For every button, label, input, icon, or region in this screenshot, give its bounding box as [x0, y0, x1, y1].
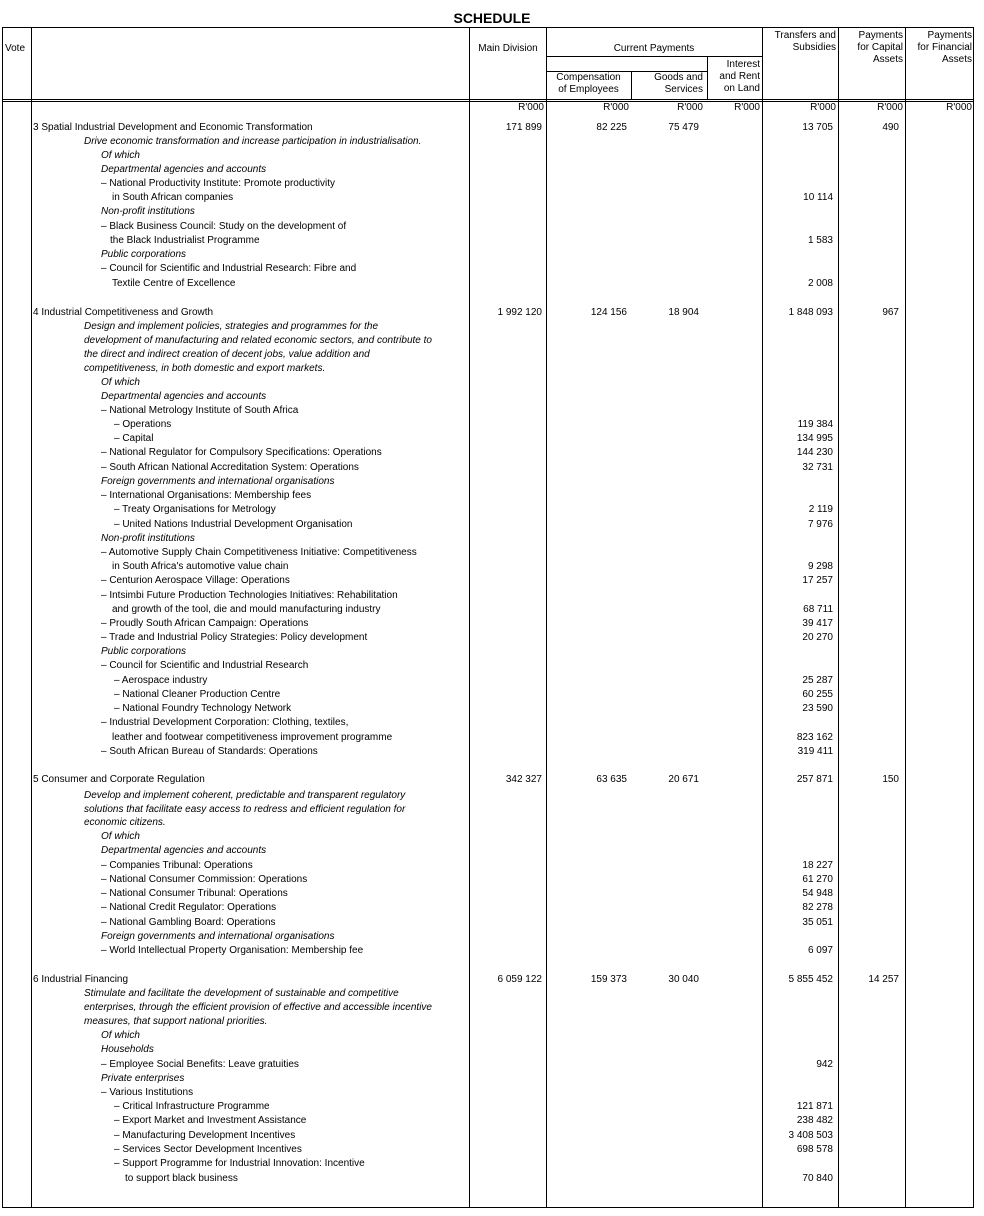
row-description: Non-profit institutions [101, 206, 195, 217]
row-description: Of which [101, 1030, 140, 1041]
cell-trans: 54 948 [802, 888, 833, 899]
unit-goods: R'000 [677, 102, 703, 113]
cell-trans: 238 482 [796, 1115, 833, 1126]
cell-trans: 2 008 [807, 278, 833, 289]
row-description: – Companies Tribunal: Operations [101, 860, 253, 871]
cell-trans: 134 995 [796, 433, 833, 444]
unit-interest: R'000 [734, 102, 760, 113]
cell-trans: 39 417 [802, 618, 833, 629]
row-description: – Employee Social Benefits: Leave gratuities [101, 1059, 299, 1070]
cell-trans: 6 097 [807, 945, 833, 956]
row-description: – National Consumer Commission: Operations [101, 874, 308, 885]
cell-trans: 5 855 452 [788, 974, 833, 985]
header-goods-line1: Goods and [654, 72, 703, 83]
row-description: Public corporations [101, 646, 187, 657]
row-description: Departmental agencies and accounts [101, 845, 267, 856]
cell-main: 342 327 [505, 774, 542, 785]
table-row [0, 659, 984, 673]
cell-trans: 121 871 [796, 1101, 833, 1112]
table-row [0, 390, 984, 404]
table-row [0, 262, 984, 276]
header-goods-line2: Services [664, 84, 703, 95]
row-description: – United Nations Industrial Development Organisation [114, 519, 353, 530]
row-description: – South African Bureau of Standards: Operations [101, 746, 318, 757]
cell-trans: 25 287 [802, 675, 833, 686]
table-row [0, 716, 984, 730]
row-description: Drive economic transformation and increase participation in industrialisation. [84, 136, 422, 147]
table-row [0, 873, 984, 887]
table-row [0, 163, 984, 177]
cell-trans: 35 051 [802, 917, 833, 928]
unit-main: R'000 [518, 102, 544, 113]
row-description: Non-profit institutions [101, 533, 195, 544]
cell-trans: 20 270 [802, 632, 833, 643]
cell-trans: 1 848 093 [788, 307, 833, 318]
row-description: economic citizens. [84, 817, 166, 828]
row-description: measures, that support national priorities. [84, 1016, 268, 1027]
table-row [0, 603, 984, 617]
header-financial-line3: Assets [941, 54, 972, 65]
table-row [0, 1100, 984, 1114]
table-row [0, 1129, 984, 1143]
cell-cap: 150 [882, 774, 899, 785]
cell-goods: 18 904 [668, 307, 699, 318]
cell-comp: 159 373 [590, 974, 627, 985]
table-row [0, 789, 984, 803]
table-row [0, 518, 984, 532]
header-transfers [762, 30, 836, 54]
cell-trans: 319 411 [797, 746, 833, 757]
page-title: SCHEDULE [453, 10, 531, 26]
row-description: and growth of the tool, die and mould manufacturing industry [112, 604, 381, 615]
row-description: – National Regulator for Compulsory Specifications: Operations [101, 447, 382, 458]
table-row [0, 674, 984, 688]
cell-trans: 2 119 [808, 504, 833, 515]
row-description: – Treaty Organisations for Metrology [114, 504, 276, 515]
table-row [0, 348, 984, 362]
row-description: – Operations [114, 419, 172, 430]
table-row [0, 1015, 984, 1029]
row-description: competitiveness, in both domestic and export markets. [84, 363, 326, 374]
table-row [0, 702, 984, 716]
header-interest-line3: on Land [723, 83, 760, 94]
table-row [0, 376, 984, 390]
cell-goods: 20 671 [668, 774, 699, 785]
unit-capital: R'000 [877, 102, 903, 113]
unit-transfers: R'000 [810, 102, 836, 113]
cell-main: 1 992 120 [497, 307, 542, 318]
table-row [0, 987, 984, 1001]
row-description: – Various Institutions [101, 1087, 194, 1098]
table-row [0, 306, 984, 320]
table-row [0, 461, 984, 475]
table-row [0, 205, 984, 219]
row-description: – Automotive Supply Chain Competitiveness Initiative: Competitiveness [101, 547, 417, 558]
row-description: – National Consumer Tribunal: Operations [101, 888, 288, 899]
header-compensation-line2: of Employees [558, 84, 619, 95]
row-description: – Critical Infrastructure Programme [114, 1101, 270, 1112]
cell-goods: 30 040 [668, 974, 699, 985]
table-row [0, 1058, 984, 1072]
cell-trans: 18 227 [802, 860, 833, 871]
table-row [0, 859, 984, 873]
row-description: – South African National Accreditation System: Operations [101, 462, 359, 473]
row-description: – Black Business Council: Study on the development of [101, 221, 347, 232]
row-description: – Intsimbi Future Production Technologies Initiatives: Rehabilitation [101, 590, 398, 601]
row-description: – Industrial Development Corporation: Clothing, textiles, [101, 717, 349, 728]
table-row [0, 745, 984, 759]
cell-trans: 698 578 [796, 1144, 833, 1155]
cell-trans: 61 270 [802, 874, 833, 885]
header-vote: Vote [5, 43, 26, 54]
table-row [0, 930, 984, 944]
cell-cap: 14 257 [868, 974, 899, 985]
header-compensation [546, 72, 631, 96]
row-description: Private enterprises [101, 1073, 185, 1084]
table-row [0, 1114, 984, 1128]
table-row [0, 362, 984, 376]
cell-comp: 82 225 [596, 122, 627, 133]
row-description: Departmental agencies and accounts [101, 391, 267, 402]
row-description: – National Gambling Board: Operations [101, 917, 276, 928]
row-description: – Support Programme for Industrial Innovation: Incentive [114, 1158, 365, 1169]
table-row [0, 973, 984, 987]
table-row [0, 574, 984, 588]
header-main-division: Main Division [478, 43, 538, 54]
row-description: Departmental agencies and accounts [101, 164, 267, 175]
cell-trans: 23 590 [802, 703, 833, 714]
table-row [0, 404, 984, 418]
cell-trans: 32 731 [802, 462, 833, 473]
cell-trans: 9 298 [807, 561, 833, 572]
row-description: – Council for Scientific and Industrial Research [101, 660, 309, 671]
cell-trans: 942 [816, 1059, 833, 1070]
header-goods [631, 72, 703, 96]
row-description: – National Foundry Technology Network [114, 703, 292, 714]
row-description: in South Africa's automotive value chain [112, 561, 289, 572]
row-description: Public corporations [101, 249, 187, 260]
cell-goods: 75 479 [668, 122, 699, 133]
table-row [0, 631, 984, 645]
cell-trans: 10 114 [803, 192, 833, 203]
cell-trans: 60 255 [802, 689, 833, 700]
row-description: leather and footwear competitiveness improvement programme [112, 732, 393, 743]
header-capital [838, 30, 903, 66]
row-description: Households [101, 1044, 154, 1055]
table-row [0, 816, 984, 830]
table-row [0, 773, 984, 787]
table-row [0, 1157, 984, 1171]
table-row [0, 320, 984, 334]
cell-trans: 3 408 503 [788, 1130, 833, 1141]
cell-cap: 490 [882, 122, 899, 133]
row-description: development of manufacturing and related economic sectors, and contribute to [84, 335, 432, 346]
table-row [0, 1001, 984, 1015]
header-interest [707, 59, 760, 95]
header-capital-line3: Assets [872, 54, 903, 65]
row-description: Foreign governments and international organisations [101, 476, 335, 487]
cell-trans: 144 230 [796, 447, 833, 458]
table-row [0, 617, 984, 631]
cell-main: 6 059 122 [497, 974, 542, 985]
row-description: Textile Centre of Excellence [112, 278, 236, 289]
table-row [0, 234, 984, 248]
table-row [0, 901, 984, 915]
row-description: – Services Sector Development Incentives [114, 1144, 302, 1155]
cell-trans: 70 840 [802, 1173, 833, 1184]
row-description: 3 Spatial Industrial Development and Economic Transformation [33, 122, 313, 133]
row-description: Develop and implement coherent, predictable and transparent regulatory [84, 790, 406, 801]
row-description: solutions that facilitate easy access to redress and efficient regulation for [84, 804, 406, 815]
header-capital-line1: Payments [858, 30, 903, 41]
table-row [0, 432, 984, 446]
row-description: Of which [101, 831, 140, 842]
header-financial-line2: for Financial [917, 42, 972, 53]
table-row [0, 589, 984, 603]
table-row [0, 560, 984, 574]
table-row [0, 546, 984, 560]
table-row [0, 220, 984, 234]
cell-trans: 68 711 [803, 604, 833, 615]
row-description: – National Productivity Institute: Promote productivity [101, 178, 335, 189]
table-row [0, 844, 984, 858]
row-description: Stimulate and facilitate the development of sustainable and competitive [84, 988, 399, 999]
cell-trans: 13 705 [802, 122, 833, 133]
header-financial-line1: Payments [927, 30, 972, 41]
row-description: Foreign governments and international organisations [101, 931, 335, 942]
table-row [0, 135, 984, 149]
table-row [0, 248, 984, 262]
row-description: the Black Industrialist Programme [110, 235, 260, 246]
table-row [0, 916, 984, 930]
row-description: to support black business [125, 1173, 238, 1184]
table-row [0, 1143, 984, 1157]
header-transfers-line2: Subsidies [792, 42, 836, 53]
table-row [0, 887, 984, 901]
table-row [0, 475, 984, 489]
table-row [0, 446, 984, 460]
cell-trans: 82 278 [802, 902, 833, 913]
cell-comp: 124 156 [590, 307, 627, 318]
cell-cap: 967 [882, 307, 899, 318]
row-description: – World Intellectual Property Organisation: Membership fee [101, 945, 364, 956]
row-description: – Trade and Industrial Policy Strategies: Policy development [101, 632, 368, 643]
header-interest-line1: Interest [726, 59, 760, 70]
header-financial [905, 30, 972, 66]
table-row [0, 149, 984, 163]
table-row [0, 645, 984, 659]
row-description: – Export Market and Investment Assistance [114, 1115, 307, 1126]
row-description: 6 Industrial Financing [33, 974, 129, 985]
header-transfers-line1: Transfers and [774, 30, 836, 41]
table-row [0, 418, 984, 432]
row-description: – Aerospace industry [114, 675, 208, 686]
cell-trans: 257 871 [796, 774, 833, 785]
row-description: Of which [101, 377, 140, 388]
header-capital-line2: for Capital [857, 42, 903, 53]
row-description: – Centurion Aerospace Village: Operations [101, 575, 290, 586]
table-row [0, 277, 984, 291]
row-description: – Council for Scientific and Industrial Research: Fibre and [101, 263, 357, 274]
row-description: – National Cleaner Production Centre [114, 689, 281, 700]
row-description: Of which [101, 150, 140, 161]
table-row [0, 1086, 984, 1100]
unit-financial: R'000 [946, 102, 972, 113]
row-description: the direct and indirect creation of decent jobs, value addition and [84, 349, 370, 360]
table-row [0, 191, 984, 205]
table-row [0, 1043, 984, 1057]
row-description: 5 Consumer and Corporate Regulation [33, 774, 205, 785]
row-description: Design and implement policies, strategies and programmes for the [84, 321, 379, 332]
table-row [0, 1029, 984, 1043]
unit-comp: R'000 [603, 102, 629, 113]
table-row [0, 944, 984, 958]
cell-trans: 823 162 [796, 732, 833, 743]
cell-trans: 119 384 [797, 419, 833, 430]
table-row [0, 1072, 984, 1086]
row-description: – Capital [114, 433, 154, 444]
table-row [0, 532, 984, 546]
table-row [0, 688, 984, 702]
rule-header-bottom [2, 99, 974, 100]
cell-trans: 1 583 [807, 235, 833, 246]
row-description: – Manufacturing Development Incentives [114, 1130, 296, 1141]
cell-comp: 63 635 [596, 774, 627, 785]
table-row [0, 121, 984, 135]
table-row [0, 489, 984, 503]
table-row [0, 334, 984, 348]
header-current-payments: Current Payments [613, 43, 695, 54]
row-description: – Proudly South African Campaign: Operations [101, 618, 309, 629]
table-row [0, 830, 984, 844]
header-compensation-line1: Compensation [556, 72, 621, 83]
row-description: in South African companies [112, 192, 234, 203]
row-description: – International Organisations: Membership fees [101, 490, 312, 501]
header-interest-line2: and Rent [719, 71, 760, 82]
table-row [0, 177, 984, 191]
table-row [0, 731, 984, 745]
cell-trans: 17 257 [802, 575, 833, 586]
rule-current-top [546, 56, 763, 57]
row-description: enterprises, through the efficient provision of effective and accessible incentive [84, 1002, 432, 1013]
row-description: – National Metrology Institute of South Africa [101, 405, 299, 416]
table-row [0, 1172, 984, 1186]
table-row [0, 503, 984, 517]
row-description: 4 Industrial Competitiveness and Growth [33, 307, 214, 318]
table-row [0, 803, 984, 817]
cell-main: 171 899 [505, 122, 542, 133]
cell-trans: 7 976 [807, 519, 833, 530]
row-description: – National Credit Regulator: Operations [101, 902, 277, 913]
